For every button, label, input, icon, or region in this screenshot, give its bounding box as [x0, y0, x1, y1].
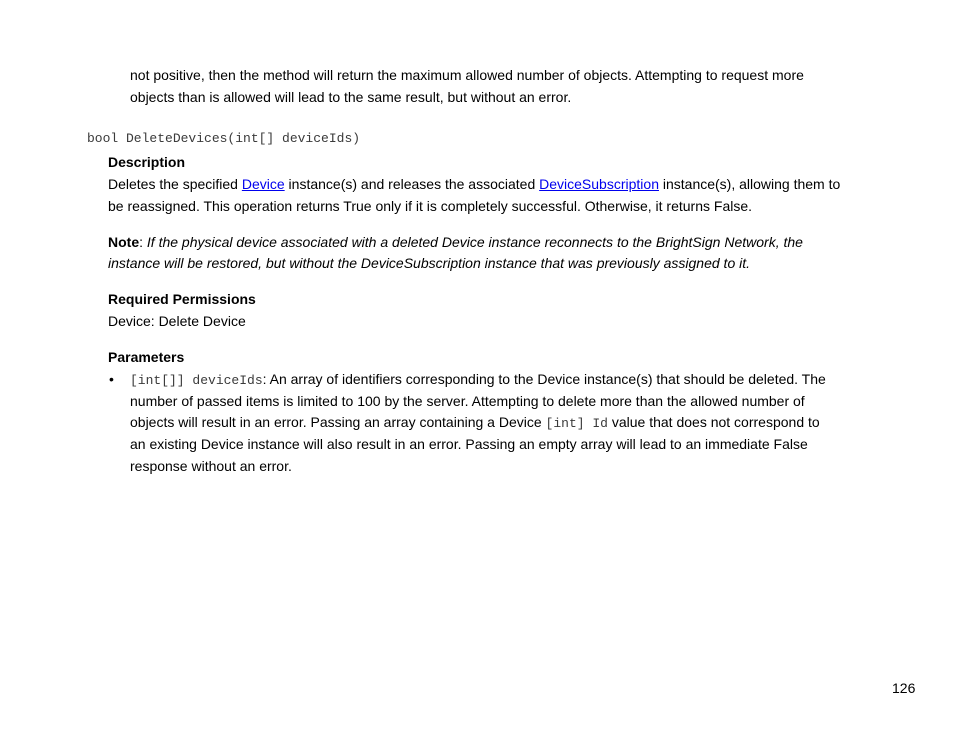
method-signature: bool DeleteDevices(int[] deviceIds) [87, 131, 361, 146]
permissions-value: Device: Delete Device [108, 313, 246, 329]
description-line-1 [108, 174, 840, 196]
intro-line-1: not positive, then the method will return the maximum allowed number of objects. Attempting to request more [130, 67, 804, 83]
note-colon: : [139, 234, 147, 250]
param-line-4: an existing Device instance will also result in an error. Passing an empty array will lead to an immediate False [130, 436, 808, 452]
bullet-icon: • [109, 371, 114, 387]
param-text-3a: objects will result in an error. Passing an array containing a Device [130, 414, 546, 430]
param-code-id: [int] Id [545, 416, 608, 431]
note-label: Note [108, 234, 140, 250]
note-line-1 [108, 232, 803, 254]
permissions-heading: Required Permissions [108, 291, 256, 307]
param-line-2: number of passed items is limited to 100 by the server. Attempting to delete more than the allowed number of [130, 393, 805, 409]
description-line-2: be reassigned. This operation returns True only if it is completely successful. Otherwise, it returns False. [108, 198, 753, 214]
param-line-5: response without an error. [130, 458, 292, 474]
page-number: 126 [892, 680, 916, 696]
description-text-2: instance(s) and releases the associated [284, 176, 540, 192]
device-subscription-link[interactable]: DeviceSubscription [539, 176, 659, 192]
intro-line-2: objects than is allowed will lead to the same result, but without an error. [130, 89, 572, 105]
device-link[interactable]: Device [241, 176, 285, 192]
param-text-3b: value that does not correspond to [607, 414, 820, 430]
description-text-3: instance(s), allowing them to [658, 176, 841, 192]
param-code: [int[]] deviceIds [130, 373, 263, 388]
param-line-3 [130, 412, 820, 435]
note-text-1: If the physical device associated with a deleted Device instance reconnects to the BrightSign Network, the [146, 234, 803, 250]
description-heading: Description [108, 154, 186, 170]
note-line-2: instance will be restored, but without the DeviceSubscription instance that was previously assigned to it. [108, 255, 751, 271]
description-text-1: Deletes the specified [108, 176, 242, 192]
parameters-heading: Parameters [108, 349, 185, 365]
param-text-1: : An array of identifiers corresponding to the Device instance(s) that should be deleted. The [262, 371, 826, 387]
param-line-1 [130, 369, 826, 392]
